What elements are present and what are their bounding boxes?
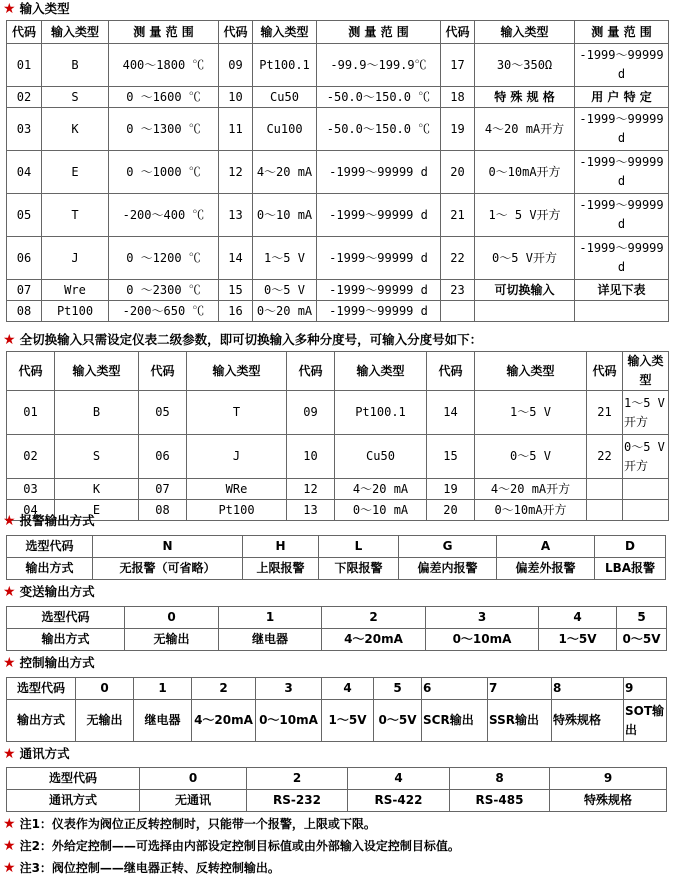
cell: J bbox=[187, 435, 287, 479]
cell: 0 ～1600 ℃ bbox=[109, 87, 219, 108]
table-row bbox=[7, 536, 666, 558]
cell: 0～10 mA bbox=[253, 194, 317, 237]
cell: -200～400 ℃ bbox=[109, 194, 219, 237]
star-icon: ★ bbox=[3, 584, 16, 600]
cell: 400～1800 ℃ bbox=[109, 44, 219, 87]
cell: 0～10mA bbox=[426, 629, 539, 651]
cell: Pt100.1 bbox=[253, 44, 317, 87]
table-header-row bbox=[7, 21, 669, 44]
cell: T bbox=[42, 194, 109, 237]
cell: 08 bbox=[7, 301, 42, 322]
header-cell: 代码 bbox=[7, 21, 42, 44]
cell: 21 bbox=[441, 194, 475, 237]
star-icon: ★ bbox=[3, 332, 16, 348]
header-cell: 输入类型 bbox=[623, 352, 669, 391]
cell: 09 bbox=[287, 391, 335, 435]
cell: Pt100.1 bbox=[335, 391, 427, 435]
cell: SOT输出 bbox=[624, 700, 667, 742]
cell: 0～5 V开方 bbox=[623, 435, 669, 479]
cell: 4～20 mA开方 bbox=[475, 479, 587, 500]
header-cell: 代码 bbox=[427, 352, 475, 391]
cell bbox=[575, 301, 669, 322]
cell: 0～5V bbox=[374, 700, 422, 742]
cell: 23 bbox=[441, 280, 475, 301]
alarm-table bbox=[6, 535, 666, 580]
cell: G bbox=[399, 536, 497, 558]
input-type-table bbox=[6, 20, 669, 322]
cell: A bbox=[497, 536, 595, 558]
cell: 05 bbox=[139, 391, 187, 435]
cell: 06 bbox=[139, 435, 187, 479]
star-icon: ★ bbox=[3, 816, 16, 832]
star-icon: ★ bbox=[3, 655, 16, 671]
cell: 8 bbox=[552, 678, 624, 700]
cell: 输出方式 bbox=[7, 700, 76, 742]
cell: 0 bbox=[140, 768, 247, 790]
table-row bbox=[7, 435, 669, 479]
note-2 bbox=[3, 837, 460, 855]
section-transmit bbox=[3, 583, 95, 601]
cell: Pt100 bbox=[42, 301, 109, 322]
cell: 选型代码 bbox=[7, 607, 125, 629]
table-row bbox=[7, 629, 667, 651]
cell: Wre bbox=[42, 280, 109, 301]
cell: 4 bbox=[322, 678, 374, 700]
header-cell: 代码 bbox=[287, 352, 335, 391]
cell: 0～20 mA bbox=[253, 301, 317, 322]
cell: 0～5 V bbox=[475, 435, 587, 479]
cell: E bbox=[55, 500, 139, 521]
cell: 0 ～1200 ℃ bbox=[109, 237, 219, 280]
note-text: 注2：外给定控制——可选择由内部设定控制目标值或由外部输入设定控制目标值。 bbox=[19, 839, 460, 853]
cell: WRe bbox=[187, 479, 287, 500]
cell: B bbox=[55, 391, 139, 435]
cell: E bbox=[42, 151, 109, 194]
cell: 07 bbox=[7, 280, 42, 301]
table-row bbox=[7, 280, 669, 301]
cell: -1999～99999 d bbox=[317, 194, 441, 237]
cell: 输出方式 bbox=[7, 558, 93, 580]
cell: K bbox=[55, 479, 139, 500]
cell: 17 bbox=[441, 44, 475, 87]
header-cell: 代码 bbox=[139, 352, 187, 391]
cell: H bbox=[243, 536, 319, 558]
section-multi-input bbox=[3, 331, 482, 349]
cell: 06 bbox=[7, 237, 42, 280]
header-cell: 测 量 范 围 bbox=[317, 21, 441, 44]
cell: 09 bbox=[219, 44, 253, 87]
cell: 继电器 bbox=[134, 700, 192, 742]
cell: 用 户 特 定 bbox=[575, 87, 669, 108]
cell: 3 bbox=[426, 607, 539, 629]
cell: 详见下表 bbox=[575, 280, 669, 301]
cell: 19 bbox=[441, 108, 475, 151]
header-cell: 测 量 范 围 bbox=[109, 21, 219, 44]
note-3 bbox=[3, 859, 280, 877]
section-input-type bbox=[3, 0, 70, 18]
table-row bbox=[7, 108, 669, 151]
section-comm bbox=[3, 745, 70, 763]
cell: 03 bbox=[7, 108, 42, 151]
cell: 可切换输入 bbox=[475, 280, 575, 301]
section-control bbox=[3, 654, 95, 672]
table-row bbox=[7, 44, 669, 87]
cell: 无通讯 bbox=[140, 790, 247, 812]
cell: RS-485 bbox=[450, 790, 550, 812]
note-text: 注1：仪表作为阀位正反转控制时，只能带一个报警，上限或下限。 bbox=[19, 817, 376, 831]
cell: Cu100 bbox=[253, 108, 317, 151]
table-row bbox=[7, 87, 669, 108]
table-row bbox=[7, 237, 669, 280]
cell: 2 bbox=[247, 768, 348, 790]
cell: 07 bbox=[139, 479, 187, 500]
cell: 2 bbox=[192, 678, 256, 700]
table-row bbox=[7, 391, 669, 435]
cell: 1～5 V bbox=[475, 391, 587, 435]
star-icon: ★ bbox=[3, 838, 16, 854]
cell: 01 bbox=[7, 44, 42, 87]
cell: 02 bbox=[7, 87, 42, 108]
table-row bbox=[7, 151, 669, 194]
cell bbox=[587, 479, 623, 500]
comm-table bbox=[6, 767, 667, 812]
cell: SCR输出 bbox=[422, 700, 488, 742]
cell: -50.0～150.0 ℃ bbox=[317, 108, 441, 151]
table-row bbox=[7, 301, 669, 322]
cell: 1～5V bbox=[539, 629, 617, 651]
cell: -1999～99999 d bbox=[317, 151, 441, 194]
cell: 4 bbox=[539, 607, 617, 629]
star-icon: ★ bbox=[3, 1, 16, 17]
star-icon: ★ bbox=[3, 513, 16, 529]
cell: 0～5 V bbox=[253, 280, 317, 301]
cell: 无输出 bbox=[125, 629, 219, 651]
note-text: 注3：阀位控制——继电器正转、反转控制输出。 bbox=[19, 861, 280, 875]
cell: 08 bbox=[139, 500, 187, 521]
header-cell: 代码 bbox=[441, 21, 475, 44]
cell: 1～5 V bbox=[253, 237, 317, 280]
cell: 1～ 5 V开方 bbox=[475, 194, 575, 237]
cell: 0 bbox=[125, 607, 219, 629]
control-table bbox=[6, 677, 667, 742]
cell: 16 bbox=[219, 301, 253, 322]
table-header-row bbox=[7, 352, 669, 391]
cell: 19 bbox=[427, 479, 475, 500]
cell: 01 bbox=[7, 391, 55, 435]
cell: K bbox=[42, 108, 109, 151]
cell: 30～350Ω bbox=[475, 44, 575, 87]
cell: S bbox=[42, 87, 109, 108]
cell: 02 bbox=[7, 435, 55, 479]
switchable-input-table bbox=[6, 351, 669, 521]
section-title: 全切换输入只需设定仪表二级参数，即可切换输入多种分度号，可输入分度号如下： bbox=[19, 332, 483, 347]
cell: 3 bbox=[256, 678, 322, 700]
cell: 22 bbox=[441, 237, 475, 280]
star-icon: ★ bbox=[3, 860, 16, 876]
header-cell: 测 量 范 围 bbox=[575, 21, 669, 44]
cell: 03 bbox=[7, 479, 55, 500]
table-row bbox=[7, 479, 669, 500]
table-row bbox=[7, 558, 666, 580]
cell: 选型代码 bbox=[7, 536, 93, 558]
header-cell: 代码 bbox=[219, 21, 253, 44]
cell: -1999～99999 d bbox=[575, 108, 669, 151]
cell: 12 bbox=[287, 479, 335, 500]
cell: 4～20 mA bbox=[253, 151, 317, 194]
header-cell: 输入类型 bbox=[335, 352, 427, 391]
cell: 0～10mA开方 bbox=[475, 500, 587, 521]
section-title: 控制输出方式 bbox=[19, 655, 95, 670]
cell: RS-422 bbox=[348, 790, 450, 812]
cell bbox=[441, 301, 475, 322]
cell: N bbox=[93, 536, 243, 558]
header-cell: 输入类型 bbox=[187, 352, 287, 391]
cell: 15 bbox=[219, 280, 253, 301]
table-row bbox=[7, 790, 667, 812]
cell: 输出方式 bbox=[7, 629, 125, 651]
cell: 2 bbox=[322, 607, 426, 629]
cell: SSR输出 bbox=[488, 700, 552, 742]
cell: 0～10mA bbox=[256, 700, 322, 742]
cell bbox=[623, 479, 669, 500]
cell: 10 bbox=[287, 435, 335, 479]
cell: -1999～99999 d bbox=[317, 280, 441, 301]
section-title: 变送输出方式 bbox=[19, 584, 95, 599]
cell: 4～20mA bbox=[192, 700, 256, 742]
cell: -1999～99999 d bbox=[575, 237, 669, 280]
cell: 通讯方式 bbox=[7, 790, 140, 812]
cell: J bbox=[42, 237, 109, 280]
cell: 1～5V bbox=[322, 700, 374, 742]
cell: -1999～99999 d bbox=[575, 194, 669, 237]
cell: 5 bbox=[617, 607, 667, 629]
cell: 无报警（可省略） bbox=[93, 558, 243, 580]
cell: 0 ～1000 ℃ bbox=[109, 151, 219, 194]
cell: 0～5 V开方 bbox=[475, 237, 575, 280]
cell: 9 bbox=[624, 678, 667, 700]
cell: Cu50 bbox=[335, 435, 427, 479]
cell: 20 bbox=[427, 500, 475, 521]
cell: 选型代码 bbox=[7, 678, 76, 700]
cell: 21 bbox=[587, 391, 623, 435]
table-row bbox=[7, 194, 669, 237]
header-cell: 输入类型 bbox=[253, 21, 317, 44]
cell: 14 bbox=[427, 391, 475, 435]
cell: -1999～99999 d bbox=[317, 237, 441, 280]
header-cell: 输入类型 bbox=[475, 21, 575, 44]
cell: 7 bbox=[488, 678, 552, 700]
header-cell: 输入类型 bbox=[55, 352, 139, 391]
section-title: 输入类型 bbox=[19, 1, 70, 16]
cell: 4～20 mA开方 bbox=[475, 108, 575, 151]
cell: 4～20 mA bbox=[335, 479, 427, 500]
note-1 bbox=[3, 815, 376, 833]
cell: 下限报警 bbox=[319, 558, 399, 580]
cell: 偏差外报警 bbox=[497, 558, 595, 580]
cell: 0～10mA开方 bbox=[475, 151, 575, 194]
table-row bbox=[7, 700, 667, 742]
cell: 特殊规格 bbox=[550, 790, 667, 812]
cell: 20 bbox=[441, 151, 475, 194]
cell: 特殊规格 bbox=[552, 700, 624, 742]
cell bbox=[475, 301, 575, 322]
cell: 继电器 bbox=[219, 629, 322, 651]
cell: -200～650 ℃ bbox=[109, 301, 219, 322]
cell: 12 bbox=[219, 151, 253, 194]
cell: 13 bbox=[287, 500, 335, 521]
cell: 偏差内报警 bbox=[399, 558, 497, 580]
cell: 0～10 mA bbox=[335, 500, 427, 521]
star-icon: ★ bbox=[3, 746, 16, 762]
cell: Cu50 bbox=[253, 87, 317, 108]
cell: LBA报警 bbox=[595, 558, 666, 580]
cell bbox=[587, 500, 623, 521]
cell: 11 bbox=[219, 108, 253, 151]
cell: -50.0～150.0 ℃ bbox=[317, 87, 441, 108]
cell: -99.9～199.9℃ bbox=[317, 44, 441, 87]
header-cell: 代码 bbox=[587, 352, 623, 391]
cell: 上限报警 bbox=[243, 558, 319, 580]
cell: 0 bbox=[76, 678, 134, 700]
cell: Pt100 bbox=[187, 500, 287, 521]
cell: 9 bbox=[550, 768, 667, 790]
cell: 05 bbox=[7, 194, 42, 237]
section-alarm bbox=[3, 512, 95, 530]
cell: 13 bbox=[219, 194, 253, 237]
cell: 8 bbox=[450, 768, 550, 790]
cell: 选型代码 bbox=[7, 768, 140, 790]
table-row bbox=[7, 678, 667, 700]
cell: B bbox=[42, 44, 109, 87]
cell: 04 bbox=[7, 500, 55, 521]
cell: S bbox=[55, 435, 139, 479]
cell: 1 bbox=[134, 678, 192, 700]
cell bbox=[623, 500, 669, 521]
cell: 18 bbox=[441, 87, 475, 108]
cell: 04 bbox=[7, 151, 42, 194]
cell: 4 bbox=[348, 768, 450, 790]
cell: 5 bbox=[374, 678, 422, 700]
header-cell: 输入类型 bbox=[475, 352, 587, 391]
cell: RS-232 bbox=[247, 790, 348, 812]
cell: D bbox=[595, 536, 666, 558]
cell: 1～5 V开方 bbox=[623, 391, 669, 435]
cell: 4～20mA bbox=[322, 629, 426, 651]
cell: T bbox=[187, 391, 287, 435]
transmit-table bbox=[6, 606, 667, 651]
section-title: 通讯方式 bbox=[19, 746, 70, 761]
cell: L bbox=[319, 536, 399, 558]
cell: 0 ～2300 ℃ bbox=[109, 280, 219, 301]
cell: 22 bbox=[587, 435, 623, 479]
cell: 1 bbox=[219, 607, 322, 629]
cell: -1999～99999 d bbox=[575, 44, 669, 87]
cell: -1999～99999 d bbox=[317, 301, 441, 322]
cell: 0 ～1300 ℃ bbox=[109, 108, 219, 151]
section-title: 报警输出方式 bbox=[19, 513, 95, 528]
header-cell: 输入类型 bbox=[42, 21, 109, 44]
cell: 15 bbox=[427, 435, 475, 479]
cell: 无输出 bbox=[76, 700, 134, 742]
cell: -1999～99999 d bbox=[575, 151, 669, 194]
cell: 14 bbox=[219, 237, 253, 280]
header-cell: 代码 bbox=[7, 352, 55, 391]
cell: 10 bbox=[219, 87, 253, 108]
cell: 0～5V bbox=[617, 629, 667, 651]
table-row bbox=[7, 607, 667, 629]
cell: 特 殊 规 格 bbox=[475, 87, 575, 108]
cell: 6 bbox=[422, 678, 488, 700]
table-row bbox=[7, 500, 669, 521]
table-row bbox=[7, 768, 667, 790]
